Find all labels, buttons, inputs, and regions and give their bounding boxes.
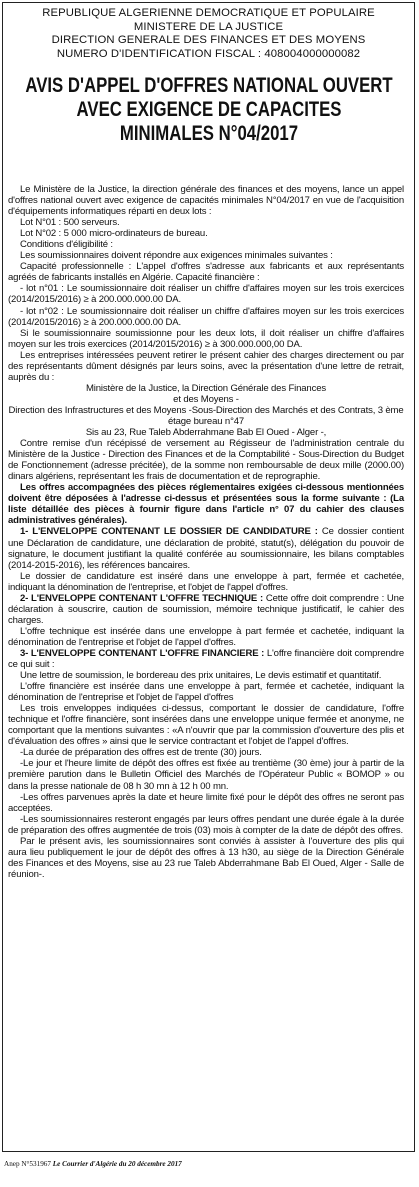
- address-line-3: Direction des Infrastructures et des Moyens -Sous-Direction des Marchés et des Contrats, 3 ème étage bureau n°47: [8, 404, 404, 427]
- section-1-envelope: Le dossier de candidature est inséré dans une enveloppe à part, fermée et cachetée, indiquant la dénomination de l'entreprise, et l'objet de l'appel d'offres.: [8, 570, 404, 593]
- title-line-1: AVIS D'APPEL D'OFFRES NATIONAL OUVERT: [25, 73, 393, 98]
- lot-1-turnover: - lot n°01 : Le soumissionnaire doit réaliser un chiffre d'affaires moyen sur les trois exercices (2014/2015/2016) ≥ à 200.000.000.00 DA.: [8, 283, 404, 306]
- capacity-paragraph: Capacité professionnelle : L'appel d'offres s'adresse aux fabricants et aux représentants agréés de fabricants installés en Algérie. Capacité financière :: [8, 261, 404, 284]
- header-line-tax-id: NUMERO D'IDENTIFICATION FISCAL : 408004000000082: [56, 47, 361, 60]
- section-2-text: Cette offre doit comprendre : Une déclaration à souscrire, caution de soumission, mémoire technique justificatif, le cahier des charges.: [8, 592, 404, 626]
- lot-2: Lot N°02 : 5 000 micro-ordinateurs de bureau.: [20, 228, 208, 240]
- section-2-title: 2- L'ENVELOPPE CONTENANT L'OFFRE TECHNIQUE :: [20, 592, 263, 604]
- envelopes-paragraph: Les trois enveloppes indiquées ci-dessus, comportant le dossier de candidature, l'offre technique et l'offre financière, sont insérées dans une enveloppe unique fermée et anonyme, ne comportant que la mentions suivantes : «A n'ouvrir que par la commission d'ouverture des plis et d'évaluation des offres » ainsi que le service contractant et l'objet de l'appel d'offres.: [8, 703, 404, 748]
- footer: [4, 1160, 182, 1168]
- submission-paragraph: [8, 482, 404, 526]
- opening-paragraph: Par le présent avis, les soumissionnaires sont conviés à assister à l'ouverture des plis qui aura lieu publiquement le jour de dépôt des offres à 13 h30, au siège de la Direction Générale des Finances et des Moyens, sise au 23 rue Taleb Abderrahmane Bab El Oued, Alger - Salle de réunion-.: [8, 835, 404, 880]
- deadline-paragraph: -Le jour et l'heure limite de dépôt des offres est fixée au trentième (30 ème) jour à partir de la première parution dans le Bulletin Officiel des Marchés de l'Opérateur Public « BOMOP » ou dans la presse nationale de 08 h 30 mn à 12 h 00 mn.: [8, 758, 404, 792]
- address-line-2: et des Moyens -: [173, 393, 239, 405]
- section-3-text: L'offre financière doit comprendre ce qui suit :: [8, 647, 404, 671]
- header-line-republic: REPUBLIQUE ALGERIENNE DEMOCRATIQUE ET POPULAIRE: [42, 7, 375, 19]
- title-line-3: MINIMALES N°04/2017: [119, 121, 299, 146]
- lot-1: Lot N°01 : 500 serveurs.: [20, 217, 120, 229]
- payment-paragraph: Contre remise d'un récépissé de versement au Régisseur de l'administration centrale du Ministère de la Justice - Direction des Finances et de la Comptabilité - Sous-Direction du Budget de Fonctionnement (adresse précitée), de la somme non remboursable de deux mille (2000.00) dinars algériens, représentant les frais de documentation et de reprographie.: [8, 438, 404, 483]
- both-lots-turnover: Si le soumissionnaire soumissionne pour les deux lots, il doit réaliser un chiffre d'affaires moyen sur les trois exercices (2014/2015/2016) ≥ à 300.000.000,00 DA.: [8, 327, 404, 350]
- header: [3, 3, 414, 61]
- header-line-ministry: MINISTERE DE LA JUSTICE: [133, 20, 284, 33]
- header-line-direction: DIRECTION GENERALE DES FINANCES ET DES MOYENS: [51, 34, 366, 47]
- notice-body: [8, 184, 404, 880]
- section-3: [8, 648, 404, 670]
- section-1-text: Ce dossier contient une Déclaration de candidature, une déclaration de probité, statut(s), délégation du pouvoir de signature, le document justifiant la qualité conférée au soumissionnaire, les bilans comptables (2014-2015-2016), les références bancaires.: [8, 526, 405, 571]
- section-2: [8, 593, 404, 626]
- section-1: [8, 526, 404, 570]
- late-offers-paragraph: -Les offres parvenues après la date et heure limite fixé pour le dépôt des offres ne seront pas acceptées.: [8, 791, 404, 814]
- section-3-envelope: L'offre financière est insérée dans une enveloppe à part, fermée et cachetée, indiquant la dénomination de l'entreprise et l'objet de l'appel d'offres: [8, 681, 404, 704]
- section-3-title: 3- L'ENVELOPPE CONTENANT L'OFFRE FINANCIERE :: [20, 647, 265, 659]
- withdrawal-paragraph: Les entreprises intéressées peuvent retirer le présent cahier des charges directement ou par des représentants dûment désignés par leurs soins, avec la présentation d'une lettre de retrait, auprès du :: [8, 349, 404, 383]
- notice-title: [6, 73, 412, 145]
- section-3-contents: Une lettre de soumission, le bordereau des prix unitaires, Le devis estimatif et quantitatif.: [20, 670, 382, 682]
- section-2-envelope: L'offre technique est insérée dans une enveloppe à part fermée et cachetée, indiquant la dénomination de l'entreprise et l'objet de l'appel d'offres.: [8, 625, 404, 648]
- lot-2-turnover: - lot n°02 : Le soumissionnaire doit réaliser un chiffre d'affaires moyen sur les trois exercices (2014/2015/2016) ≥ à 200.000.000.00 DA.: [8, 305, 404, 328]
- commitment-paragraph: -Les soumissionnaires resteront engagés par leurs offres pendant une durée égale à la durée de préparation des offres augmentée de trois (03) mois à compter de la date de dépôt des offres.: [8, 813, 404, 836]
- eligibility-heading: Conditions d'éligibilité :: [20, 239, 113, 251]
- address-line-4: Sis au 23, Rue Taleb Abderrahmane Bab El Oued - Alger -,: [85, 427, 327, 439]
- publication-source: Le Courrier d'Algérie du 20 décembre 2017: [52, 1160, 182, 1168]
- anep-reference: Anep N°531967: [4, 1160, 53, 1168]
- address-line-1: Ministère de la Justice, la Direction Générale des Finances: [85, 382, 327, 394]
- title-line-2: AVEC EXIGENCE DE CAPACITES: [76, 97, 342, 122]
- requirements-paragraph: Les soumissionnaires doivent répondre aux exigences minimales suivantes :: [20, 250, 333, 262]
- submission-text: Les offres accompagnées des pièces réglementaires exigées ci-dessous mentionnées doivent être déposées à l'adresse ci-dessus et présentées sous la forme suivante : (La liste détaillée des pièces à fournir figure dans l'article n° 07 du cahier des clauses administratives générales).: [8, 482, 404, 527]
- section-1-title: 1- L'ENVELOPPE CONTENANT LE DOSSIER DE CANDIDATURE :: [20, 526, 318, 538]
- preparation-duration: -La durée de préparation des offres est de trente (30) jours.: [20, 747, 262, 759]
- intro-paragraph: Le Ministère de la Justice, la direction générale des finances et des moyens, lance un appel d'offres national ouvert avec exigence de capacités minimales N°04/2017 en vue de l'acquisition d'équipements informatiques réparti en deux lots :: [8, 184, 404, 218]
